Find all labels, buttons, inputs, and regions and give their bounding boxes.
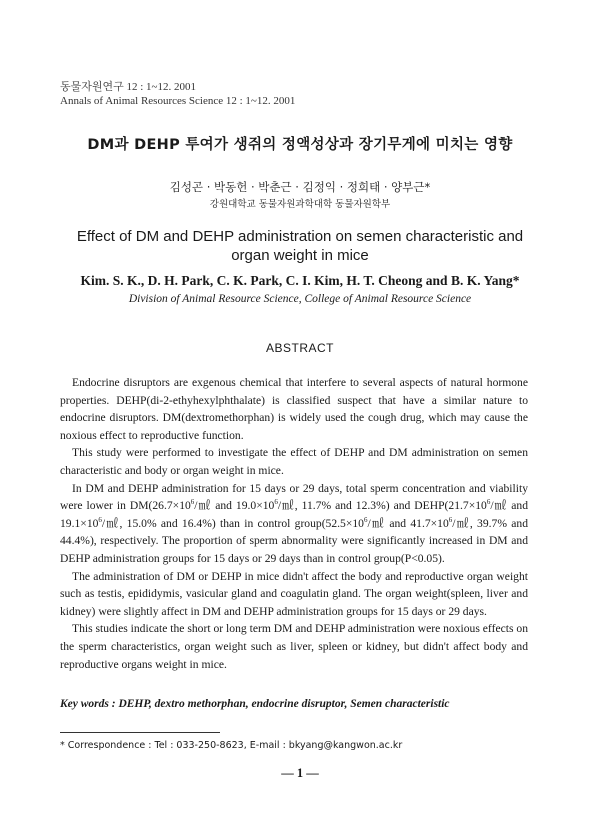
authors-english: Kim. S. K., D. H. Park, C. K. Park, C. I. Kim, H. T. Cheong and B. K. Yang* xyxy=(80,273,520,288)
exponent: 6 xyxy=(190,498,195,507)
p3-text: /㎖, 11.7% and 12.3%) and DEHP(21.7×10 xyxy=(277,499,487,513)
abstract-heading: ABSTRACT xyxy=(265,341,334,355)
title-english: Effect of DM and DEHP administration on semen characteristic and organ weight in mice xyxy=(76,228,524,264)
title-korean: DM과 DEHP 투여가 생쥐의 정액성상과 장기무게에 미치는 영향 xyxy=(87,137,513,153)
page-number: — 1 — xyxy=(281,766,319,780)
keywords: Key words : DEHP, dextro methorphan, endocrine disruptor, Semen characteristic xyxy=(60,698,450,710)
footnote-divider xyxy=(60,732,220,733)
footnote-correspondence: * Correspondence : Tel : 033-250-8623, E-mail : bkyang@kangwon.ac.kr xyxy=(60,740,403,751)
exponent: 6 xyxy=(363,515,368,524)
p3-text: /㎖ and 19.0×10 xyxy=(194,499,275,513)
exponent: 6 xyxy=(274,498,278,507)
p3-text: /㎖ and 19.1×10 xyxy=(60,499,528,530)
journal-header xyxy=(60,80,295,108)
p3-text: /㎖, 39.7% and 44.4%), respectively. The proportion of sperm abnormality were significantly increased in DM and DEHP administration groups for 15 days or 29 days than in control group(P<0.05). xyxy=(60,516,528,565)
exponent: 6 xyxy=(448,515,453,524)
abstract-paragraph-2: This study were performed to investigate the effect of DEHP and DM administration on semen characteristic and body or organ weight in mice. xyxy=(60,446,528,477)
exponent: 6 xyxy=(486,498,491,507)
p3-text: /㎖, 15.0% and 16.4%) than in control group(52.5×10 xyxy=(101,516,364,530)
journal-citation-en: Annals of Animal Resources Science 12 : 1~12. 2001 xyxy=(60,95,296,107)
abstract-body xyxy=(60,374,528,673)
journal-citation-ko: 동물자원연구 12 : 1~12. 2001 xyxy=(60,81,197,93)
abstract-paragraph-4: The administration of DM or DEHP in mice didn't affect the body and reproductive organ weight such as testis, epididymis, vasicular gland and coagulatin gland. The organ weight(spleen, liver and kidney) were slightly affect in DM and DEHP administration groups for 15 days or 29 days. xyxy=(60,569,528,618)
abstract-paragraph-3 xyxy=(60,480,528,568)
abstract-paragraph-1: Endocrine disruptors are exgenous chemical that interfere to several aspects of natural hormone properties. DEHP(di-2-ethyhexylphthalate) is classified suspect that have a similar nature to endocrine disruptors. DM(dextromethorphan) is widely used the cough drug, which may cause the noxious effect to reproductive function. xyxy=(60,376,528,442)
exponent: 6 xyxy=(98,515,102,524)
affiliation-english: Division of Animal Resource Science, College of Animal Resource Science xyxy=(128,293,472,305)
affiliation-korean: 강원대학교 동물자원과학대학 동물자원학부 xyxy=(209,199,391,210)
p3-text: /㎖ and 41.7×10 xyxy=(367,516,449,530)
p3-text: In DM and DEHP administration for 15 days or 29 days, total sperm concentration and viability were lower in DM(26.7×10 xyxy=(60,481,528,513)
authors-korean: 김성곤 · 박동헌 · 박춘근 · 김정익 · 정희태 · 양부근* xyxy=(169,180,431,194)
abstract-paragraph-5: This studies indicate the short or long term DM and DEHP administration were noxious effects on the sperm characteristics, organ weight such as liver, spleen or kidney, but didn't affect body and reproductive organs weight in mice. xyxy=(60,622,528,671)
